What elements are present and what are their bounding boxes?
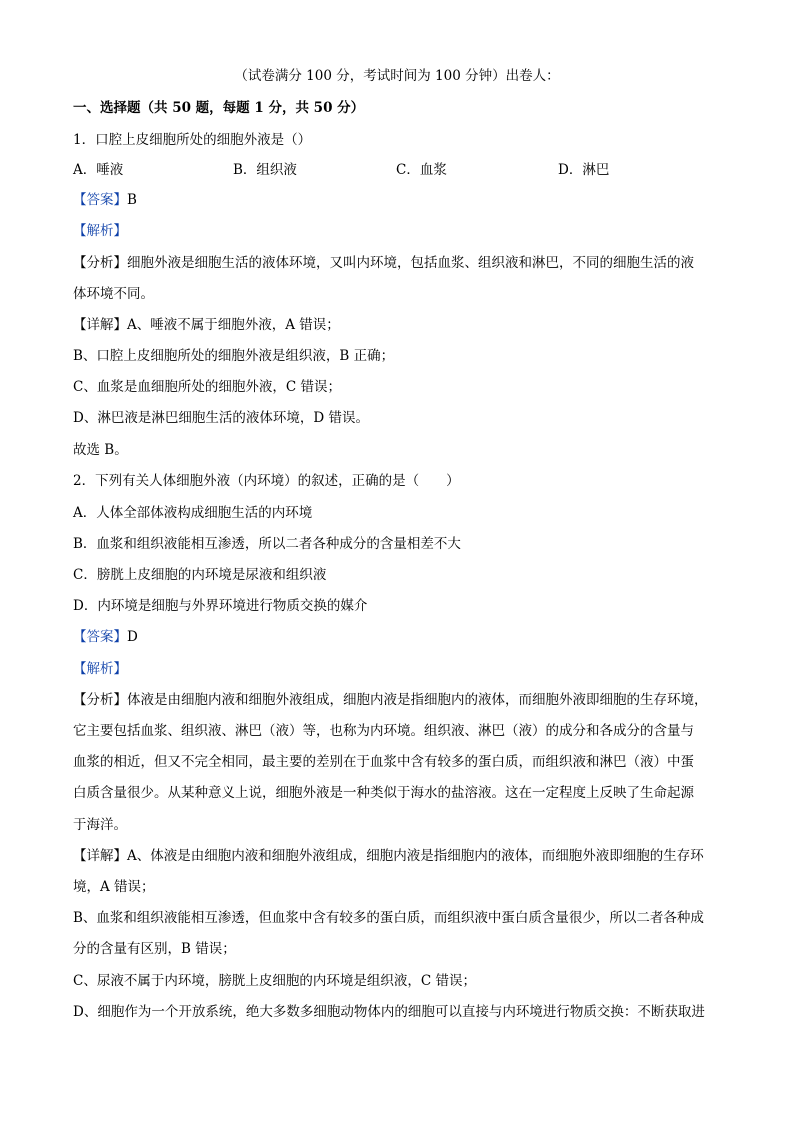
q1-line-c: C、血浆是血细胞所处的细胞外液，C 错误； [73,379,341,395]
answer-tag: 【答案】 [73,629,127,645]
q1-option-a: A．唾液 [73,162,124,178]
q1-fenxi-text-1: 细胞外液是细胞生活的液体环境，又叫内环境，包括血浆、组织液和淋巴，不同的细胞生活的液 [127,255,694,271]
q2-fenxi-line-5: 于海洋。 [73,817,127,833]
question-1-stem: 1．口腔上皮细胞所处的细胞外液是（） [73,132,312,148]
question-2-stem: 2．下列有关人体细胞外液（内环境）的叙述，正确的是（ ） [73,473,460,489]
q2-fenxi-line-4: 白质含量很少。从某种意义上说，细胞外液是一种类似于海水的盐溶液。这在一定程度上反映了生命起源 [73,785,694,801]
q1-option-b: B．组织液 [233,162,297,178]
q1-option-d: D．淋巴 [558,162,610,178]
q2-fenxi-line-2: 它主要包括血浆、组织液、淋巴（液）等，也称为内环境。组织液、淋巴（液）的成分和各成分的含量与 [73,723,694,739]
answer-tag: 【答案】 [73,192,127,208]
q2-option-c: C．膀胱上皮细胞的内环境是尿液和组织液 [73,567,327,583]
q1-option-c: C．血浆 [396,162,447,178]
q1-answer: B [127,192,137,208]
q2-xiangjie-line-2: 境，A 错误； [73,879,155,895]
q2-fenxi-line-3: 血浆的相近，但又不完全相同，最主要的差别在于血浆中含有较多的蛋白质，而组织液和淋巴（液）中蛋 [73,754,694,770]
xiangjie-tag: 【详解】 [73,317,127,333]
q2-line-c: C、尿液不属于内环境，膀胱上皮细胞的内环境是组织液，C 错误； [73,973,476,989]
q1-analysis-tag: 【解析】 [73,223,127,239]
q2-answer-line [73,627,138,647]
q1-line-b: B、口腔上皮细胞所处的细胞外液是组织液，B 正确； [73,348,395,364]
section-title: 一、选择题（共 50 题，每题 1 分，共 50 分） [73,100,365,116]
exam-header: （试卷满分 100 分，考试时间为 100 分钟）出卷人： [234,68,560,84]
q2-xiangjie-text-1: A、体液是由细胞内液和细胞外液组成，细胞内液是指细胞内的液体，而细胞外液即细胞的生存环 [127,848,704,864]
q2-analysis-tag: 【解析】 [73,661,127,677]
q1-answer-line [73,190,137,210]
q1-line-d: D、淋巴液是淋巴细胞生活的液体环境，D 错误。 [73,410,369,426]
q2-line-b1: B、血浆和组织液能相互渗透，但血浆中含有较多的蛋白质，而组织液中蛋白质含量很少，所以二者各种成 [73,910,704,926]
q2-line-d: D、细胞作为一个开放系统，绝大多数多细胞动物体内的细胞可以直接与内环境进行物质交换：不断获取进 [73,1004,705,1020]
q2-fenxi-text-1: 体液是由细胞内液和细胞外液组成，细胞内液是指细胞内的液体，而细胞外液即细胞的生存环境， [127,692,708,708]
q2-option-b: B．血浆和组织液能相互渗透，所以二者各种成分的含量相差不大 [73,536,461,552]
q2-line-b2: 分的含量有区别，B 错误； [73,941,236,957]
q1-fenxi-line-2: 体环境不同。 [73,286,154,302]
fenxi-tag: 【分析】 [73,255,127,271]
q1-xiangjie-text-1: A、唾液不属于细胞外液，A 错误； [127,317,340,333]
q2-answer: D [127,629,138,645]
xiangjie-tag: 【详解】 [73,848,127,864]
q2-option-a: A．人体全部体液构成细胞生活的内环境 [73,505,313,521]
fenxi-tag: 【分析】 [73,692,127,708]
q2-fenxi-line-1 [73,690,708,710]
q1-conclusion: 故选 B。 [73,442,128,458]
q2-option-d: D．内环境是细胞与外界环境进行物质交换的媒介 [73,598,368,614]
q2-xiangjie-line-1 [73,846,704,866]
q1-fenxi-line-1 [73,253,694,273]
q1-xiangjie-line-1 [73,315,340,335]
